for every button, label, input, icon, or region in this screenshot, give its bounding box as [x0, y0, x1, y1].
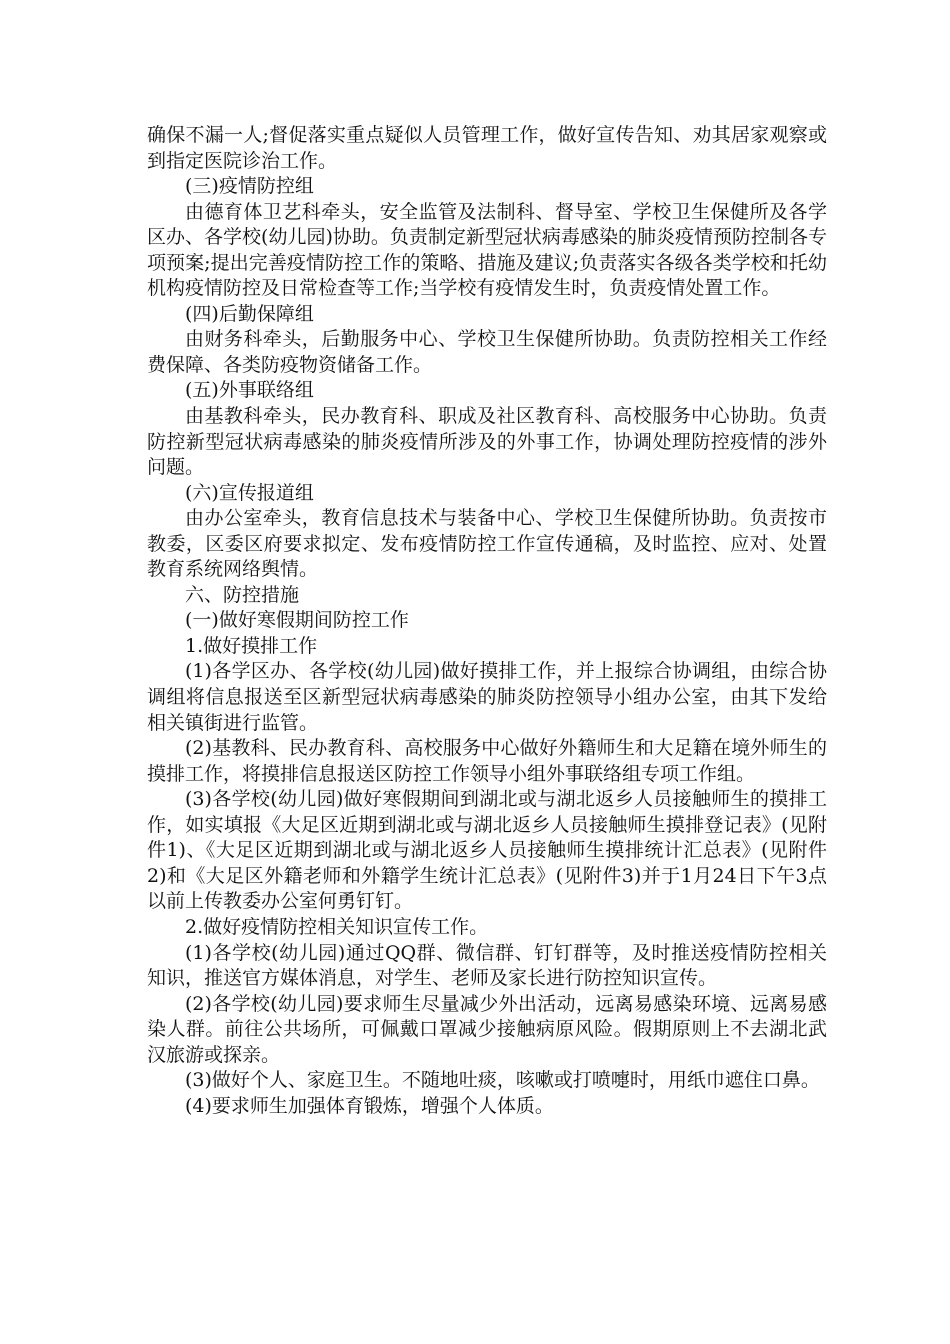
- paragraph-epidemic-control-group: 由德育体卫艺科牵头，安全监管及法制科、督导室、学校卫生保健所及各学区办、各学校(幼儿园)协助。负责制定新型冠状病毒感染的肺炎疫情预防控制各专项预案;提出完善疫情防控工作的策略、措施及建议;负责落实各级各类学校和托幼机构疫情防控及日常检查等工作;当学校有疫情发生时，负责疫情处置工作。: [147, 200, 827, 300]
- section-heading-foreign-affairs-group: (五)外事联络组: [185, 379, 314, 402]
- section-heading-prevention-measures: 六、防控措施: [185, 583, 300, 606]
- section-heading-epidemic-control-group: (三)疫情防控组: [185, 175, 314, 198]
- item-heading-publicity-work: 2.做好疫情防控相关知识宣传工作。: [185, 915, 489, 938]
- paragraph-1: 确保不漏一人;督促落实重点疑似人员管理工作，做好宣传告知、劝其居家观察或到指定医院诊治工作。: [147, 124, 827, 172]
- section-heading-logistics-group: (四)后勤保障组: [185, 302, 314, 325]
- paragraph-survey-2: (2)基教科、民办教育科、高校服务中心做好外籍师生和大足籍在境外师生的摸排工作，将摸排信息报送区防控工作领导小组外事联络组专项工作组。: [147, 737, 827, 785]
- section-heading-publicity-group: (六)宣传报道组: [185, 481, 314, 504]
- paragraph-publicity-4: (4)要求师生加强体育锻炼，增强个人体质。: [185, 1094, 554, 1117]
- paragraph-publicity-2: (2)各学校(幼儿园)要求师生尽量减少外出活动，远离易感染环境、远离易感染人群。前往公共场所，可佩戴口罩减少接触病原风险。假期原则上不去湖北武汉旅游或探亲。: [147, 992, 827, 1066]
- document-body: [147, 123, 827, 1119]
- paragraph-logistics-group: 由财务科牵头，后勤服务中心、学校卫生保健所协助。负责防控相关工作经费保障、各类防疫物资储备工作。: [147, 328, 827, 376]
- paragraph-foreign-affairs-group: 由基教科牵头，民办教育科、职成及社区教育科、高校服务中心协助。负责防控新型冠状病毒感染的肺炎疫情所涉及的外事工作，协调处理防控疫情的涉外问题。: [147, 405, 827, 479]
- item-heading-survey-work: 1.做好摸排工作: [185, 634, 318, 657]
- paragraph-survey-1: (1)各学区办、各学校(幼儿园)做好摸排工作，并上报综合协调组，由综合协调组将信息报送至区新型冠状病毒感染的肺炎防控领导小组办公室，由其下发给相关镇街进行监管。: [147, 660, 827, 734]
- paragraph-publicity-3: (3)做好个人、家庭卫生。不随地吐痰，咳嗽或打喷嚏时，用纸巾遮住口鼻。: [185, 1069, 820, 1092]
- paragraph-survey-3: (3)各学校(幼儿园)做好寒假期间到湖北或与湖北返乡人员接触师生的摸排工作，如实填报《大足区近期到湖北或与湖北返乡人员接触师生摸排登记表》(见附件1)、《大足区近期到湖北或与湖北返乡人员接触师生摸排统计汇总表》(见附件2)和《大足区外籍老师和外籍学生统计汇总表》(见附件3)并于1月24日下午3点以前上传教委办公室何勇钉钉。: [147, 788, 827, 913]
- paragraph-publicity-group: 由办公室牵头，教育信息技术与装备中心、学校卫生保健所协助。负责按市教委，区委区府要求拟定、发布疫情防控工作宣传通稿，及时监控、应对、处置教育系统网络舆情。: [147, 507, 827, 581]
- paragraph-publicity-1: (1)各学校(幼儿园)通过QQ群、微信群、钉钉群等，及时推送疫情防控相关知识，推送官方媒体消息，对学生、老师及家长进行防控知识宣传。: [147, 941, 827, 990]
- subsection-heading-winter-break: (一)做好寒假期间防控工作: [185, 609, 409, 632]
